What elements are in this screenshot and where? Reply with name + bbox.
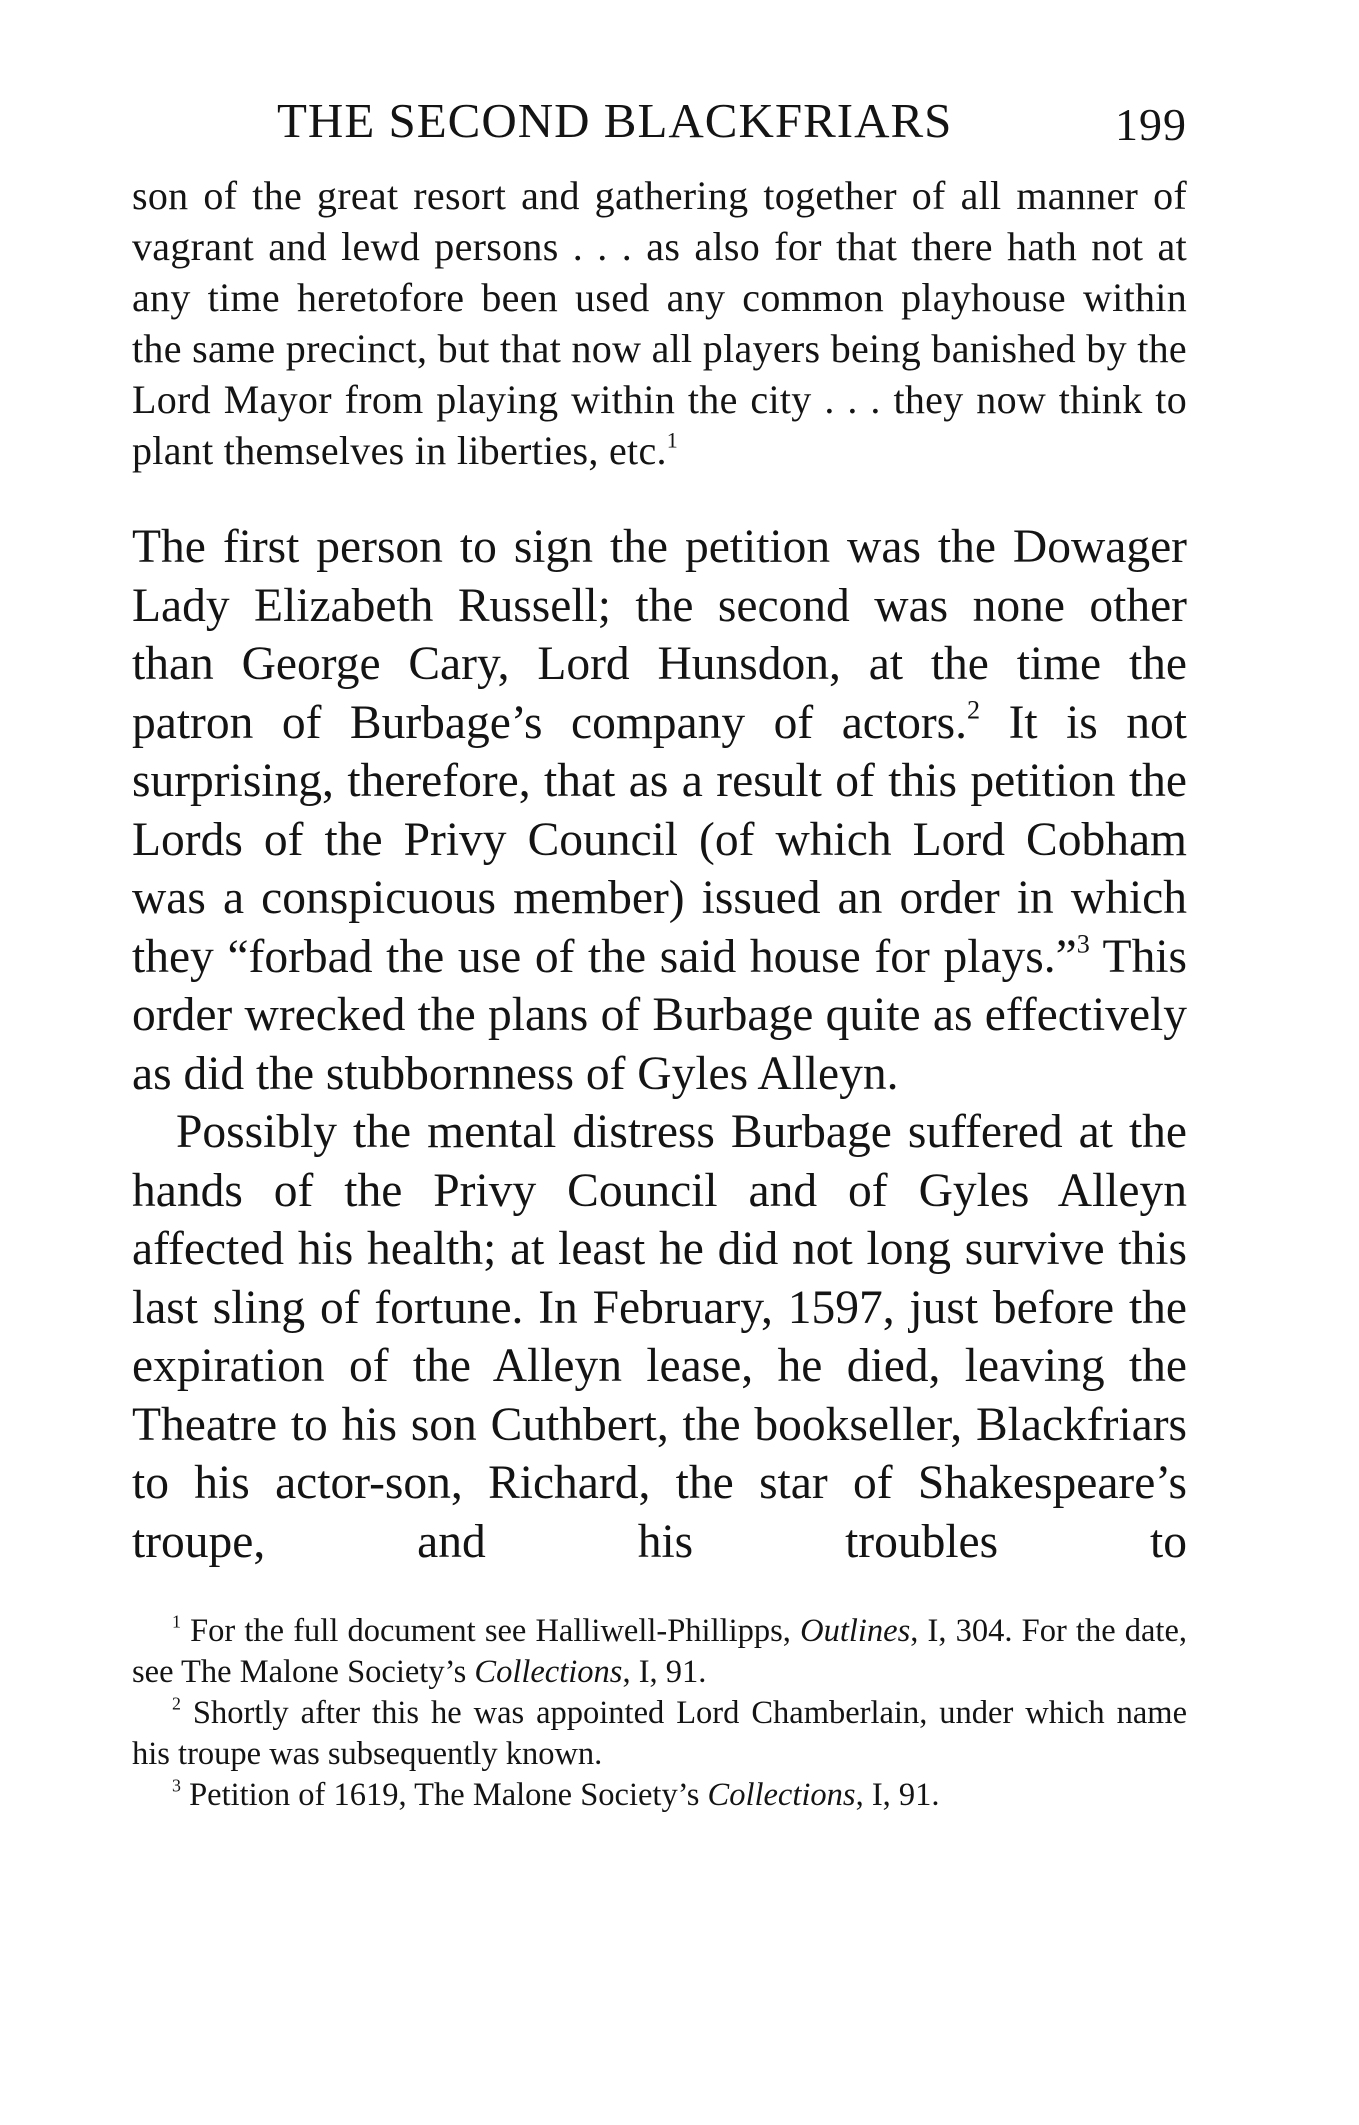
book-page xyxy=(132,92,1187,1816)
block-quote xyxy=(132,170,1187,476)
page-number: 199 xyxy=(1115,99,1187,150)
footnote-3-number: 3 xyxy=(172,1775,181,1796)
body-text xyxy=(132,518,1187,1571)
footnote-1-text-b: , I, 304. For the date, see The Malone Society’s xyxy=(132,1613,1188,1690)
footnotes xyxy=(132,1611,1187,1816)
footnote-2 xyxy=(132,1693,1187,1775)
paragraph-1 xyxy=(132,518,1187,1103)
running-header xyxy=(132,92,1187,170)
running-title: THE SECOND BLACKFRIARS xyxy=(277,93,953,148)
paragraph-2 xyxy=(132,1103,1187,1571)
footnote-1-text-a: For the full document see Halliwell-Phillipps, xyxy=(190,1613,801,1649)
paragraph-2-text: Possibly the mental distress Burbage suffered at the hands of the Privy Council and of Gyles Alleyn affected his health; at least he did not long survive this last sling of fortune. In February, 1597, just before the expiration of the Alleyn lease, he died, leaving the Theatre to his son Cuthbert, the bookseller, Blackfriars to his actor-son, Richard, the star of Shakespeare’s troupe, and his troubles to xyxy=(132,1106,1187,1568)
footnote-3-text-b: , I, 91. xyxy=(855,1777,940,1813)
footnote-1-italic-a: Outlines xyxy=(800,1613,911,1649)
footnote-3 xyxy=(132,1775,1187,1816)
footnote-1-italic-b: Collections xyxy=(474,1654,623,1690)
quote-text: son of the great resort and gathering together of all manner of vagrant and lewd persons . . . as also for that there hath not at any time heretofore been used any common playhouse within the same precinct, but that now all players being banished by the Lord Mayor from playing within the city . . . they now think to plant themselves in liberties, etc. xyxy=(132,173,1187,473)
footnote-1-text-c: , I, 91. xyxy=(622,1654,707,1690)
footnote-ref-1: 1 xyxy=(666,427,679,453)
paragraph-1-part-1: The first person to sign the petition was the Dowager Lady Elizabeth Russell; the second was none other than George Cary, Lord Hunsdon, at the time the patron of Burbage’s company of actors. xyxy=(132,521,1187,749)
footnote-2-number: 2 xyxy=(172,1693,181,1714)
footnote-3-italic: Collections xyxy=(707,1777,856,1813)
footnote-3-text-a: Petition of 1619, The Malone Society’s xyxy=(189,1777,708,1813)
footnote-1-number: 1 xyxy=(172,1611,181,1632)
paragraph-1-part-2: It is not surprising, therefore, that as a result of this petition the Lords of the Privy Council (of which Lord Cobham was a conspicuous member) issued an order in which they “forbad the use of the said house for plays.” xyxy=(132,696,1187,983)
footnote-2-text: Shortly after this he was appointed Lord Chamberlain, under which name his troupe was subsequently known. xyxy=(132,1695,1187,1772)
footnote-1 xyxy=(132,1611,1187,1693)
footnote-ref-3: 3 xyxy=(1076,928,1090,958)
footnote-ref-2: 2 xyxy=(967,694,981,724)
paragraph-1-part-3: This order wrecked the plans of Burbage quite as effectively as did the stubbornness of Gyles Alleyn. xyxy=(132,930,1188,1100)
